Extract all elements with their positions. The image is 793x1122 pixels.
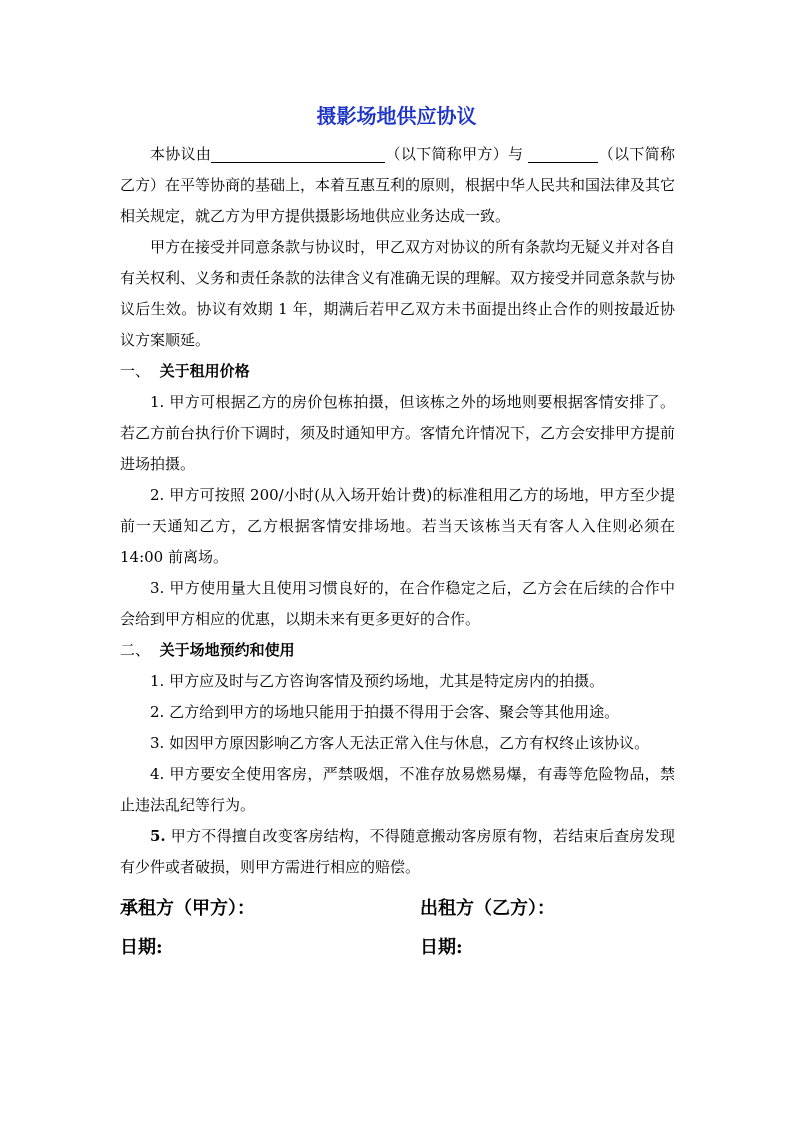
section1-number: 一、 <box>120 362 151 380</box>
section2-item-3: 3. 如因甲方原因影响乙方客人无法正常入住与休息，乙方有权终止该协议。 <box>150 734 650 752</box>
party-a-blank[interactable] <box>211 144 385 163</box>
section2-item-1: 1. 甲方应及时与乙方咨询客情及预约场地，尤其是特定房内的拍摄。 <box>150 672 605 690</box>
date-left-label: 日期: <box>120 937 163 958</box>
party-b-blank[interactable] <box>528 144 598 163</box>
document-title: 摄影场地供应协议 <box>316 104 477 128</box>
section2-heading <box>120 635 675 666</box>
document-body <box>120 139 675 883</box>
section1-title: 关于租用价格 <box>159 362 250 380</box>
section1-item-2: 2. 甲方可按照 200/小时(从入场开始计费)的标准租用乙方的场地，甲方至少提前一天通知乙方，乙方根据客情安排场地。若当天该栋当天有客人入住则必须在 14:00 前离场。 <box>120 486 675 566</box>
lessor-label: 出租方（乙方）： <box>420 898 555 919</box>
section2-number: 二、 <box>120 641 151 659</box>
lessee-label: 承租方（甲方）： <box>120 898 255 919</box>
intro-part3: （以下简称乙方）在平等协商的基础上，本着互惠互利的原则，根据中华人民共和国法律及其它相关规定，就乙方为甲方提供摄影场地供应业务达成一致。 <box>120 145 676 225</box>
intro-part1: 本协议由 <box>150 145 212 163</box>
date-right-label: 日期: <box>420 937 463 958</box>
section1-item-3: 3. 甲方使用量大且使用习惯良好的，在合作稳定之后，乙方会在后续的合作中会给到甲方相应的优惠，以期未来有更多更好的合作。 <box>120 579 675 628</box>
section2-item-5-number: 5. <box>150 827 166 845</box>
intro-part2: （以下简称甲方）与 <box>385 145 524 163</box>
section2-title: 关于场地预约和使用 <box>159 641 295 659</box>
section2-item-4: 4. 甲方要安全使用客房，严禁吸烟，不准存放易燃易爆，有毒等危险物品，禁止违法乱纪等行为。 <box>120 765 675 814</box>
validity-paragraph: 甲方在接受并同意条款与协议时，甲乙双方对协议的所有条款均无疑义并对各自有关权利、义务和责任条款的法律含义有准确无误的理解。双方接受并同意条款与协议后生效。协议有效期 1 年，期满后若甲乙双方未书面提出终止合作的则按最近协议方案顺延。 <box>120 238 676 349</box>
section2-item-5-text: 甲方不得擅自改变客房结构，不得随意搬动客房原有物，若结束后查房发现有少件或者破损，则甲方需进行相应的赔偿。 <box>120 827 675 876</box>
section2-item-2: 2. 乙方给到甲方的场地只能用于拍摄不得用于会客、聚会等其他用途。 <box>150 703 620 721</box>
section1-item-1: 1. 甲方可根据乙方的房价包栋拍摄，但该栋之外的场地则要根据客情安排了。若乙方前台执行价下调时，须及时通知甲方。客情允许情况下，乙方会安排甲方提前进场拍摄。 <box>120 393 676 473</box>
section2-item-5 <box>120 821 675 883</box>
intro-paragraph <box>120 139 675 232</box>
section1-heading <box>120 356 675 387</box>
